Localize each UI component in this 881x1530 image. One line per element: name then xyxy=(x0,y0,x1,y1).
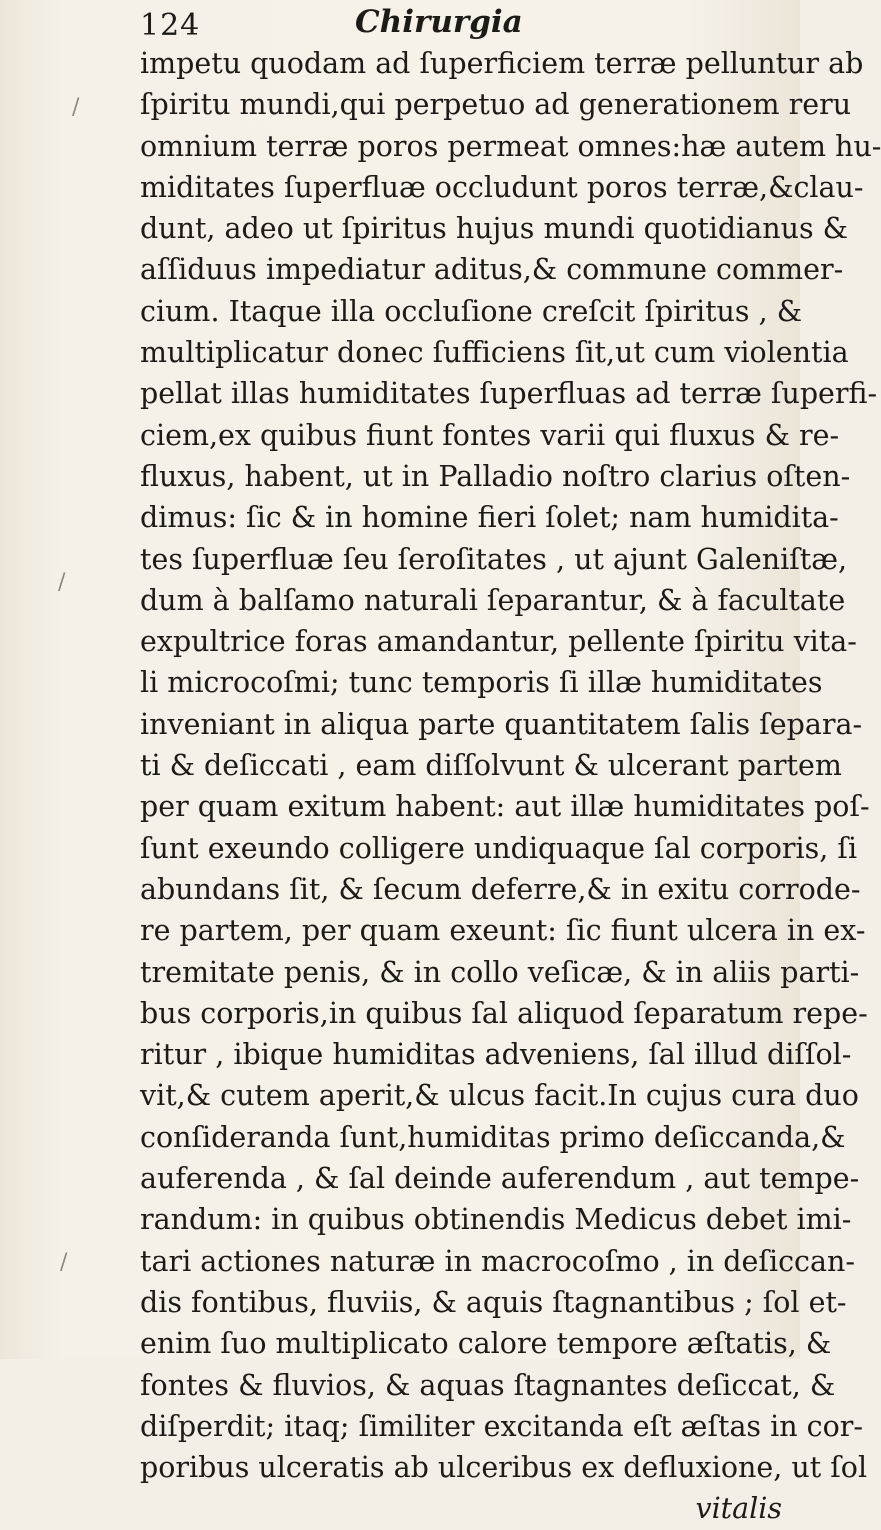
page-number: 124 xyxy=(140,8,201,43)
text-line: ſunt exeundo colligere undiquaque ſal corporis, ſi xyxy=(140,831,858,865)
body-text xyxy=(140,43,881,1530)
text-line: enim ſuo multiplicato calore tempore æſtatis, & xyxy=(140,1327,832,1361)
text-line: aſſiduus impediatur aditus,& commune commer- xyxy=(140,253,844,287)
text-line: randum: in quibus obtinendis Medicus debet imi- xyxy=(140,1203,852,1237)
page-header xyxy=(140,4,780,48)
text-line: multiplicatur donec ſufficiens ſit,ut cum violentia xyxy=(140,336,849,370)
text-line: dunt, adeo ut ſpiritus hujus mundi quotidianus & xyxy=(140,212,849,246)
text-line: tari actiones naturæ in macrocoſmo , in deſiccan- xyxy=(140,1244,855,1278)
text-line: vit,& cutem aperit,& ulcus facit.In cujus cura duo xyxy=(140,1079,859,1113)
text-line: bus corporis,in quibus ſal aliquod ſeparatum repe- xyxy=(140,996,868,1030)
text-line: miditates ſuperfluæ occludunt poros terræ,&clau- xyxy=(140,170,864,204)
text-line: cium. Itaque illa occluſione creſcit ſpiritus , & xyxy=(140,294,803,328)
running-title: Chirurgia xyxy=(355,4,523,40)
text-line: abundans ſit, & ſecum deferre,& in exitu corrode- xyxy=(140,872,861,906)
text-line: inveniant in aliqua parte quantitatem ſalis ſepara- xyxy=(140,707,863,741)
text-line: dum à balſamo naturali ſeparantur, & à facultate xyxy=(140,583,846,617)
margin-stroke: / xyxy=(72,95,80,120)
text-line: re partem, per quam exeunt: ſic fiunt ulcera in ex- xyxy=(140,914,866,948)
text-line: diſperdit; itaq; ſimiliter excitanda eſt æſtas in cor- xyxy=(140,1409,864,1443)
text-line: pellat illas humiditates ſuperfluas ad terræ ſuperfi- xyxy=(140,377,878,411)
text-line: conſideranda ſunt,humiditas primo deſiccanda,& xyxy=(140,1120,846,1154)
catchword: vitalis xyxy=(695,1492,782,1526)
text-line: expultrice foras amandantur, pellente ſpiritu vita- xyxy=(140,625,857,659)
text-line: li microcoſmi; tunc temporis ſi illæ humiditates xyxy=(140,666,823,700)
text-line: tes ſuperfluæ ſeu ſeroſitates , ut ajunt Galeniſtæ, xyxy=(140,542,848,576)
text-line: poribus ulceratis ab ulceribus ex defluxione, ut ſol xyxy=(140,1451,868,1485)
text-line: fontes & fluvios, & aquas ſtagnantes deſiccat, & xyxy=(140,1368,836,1402)
text-line: ti & deſiccati , eam diſſolvunt & ulcerant partem xyxy=(140,749,842,783)
text-line: fluxus, habent, ut in Palladio noſtro clarius oſten- xyxy=(140,459,851,493)
text-line: omnium terræ poros permeat omnes:hæ autem hu- xyxy=(140,129,881,163)
text-line: ſpiritu mundi,qui perpetuo ad generationem reru xyxy=(140,88,852,122)
text-line: impetu quodam ad ſuperficiem terræ pelluntur ab xyxy=(140,47,864,80)
text-line: tremitate penis, & in collo veſicæ, & in aliis parti- xyxy=(140,955,860,989)
text-line: dis fontibus, fluviis, & aquis ſtagnantibus ; ſol et- xyxy=(140,1285,847,1319)
margin-stroke: / xyxy=(58,570,66,595)
text-line: ciem,ex quibus fiunt fontes varii qui fluxus & re- xyxy=(140,418,840,452)
margin-stroke: / xyxy=(60,1250,68,1275)
text-line: auferenda , & ſal deinde auferendum , aut tempe- xyxy=(140,1162,860,1196)
text-line: per quam exitum habent: aut illæ humiditates poſ- xyxy=(140,790,870,824)
text-line: ritur , ibique humiditas adveniens, ſal illud diſſol- xyxy=(140,1038,852,1072)
text-line: dimus: ſic & in homine fieri ſolet; nam humidita- xyxy=(140,501,839,535)
